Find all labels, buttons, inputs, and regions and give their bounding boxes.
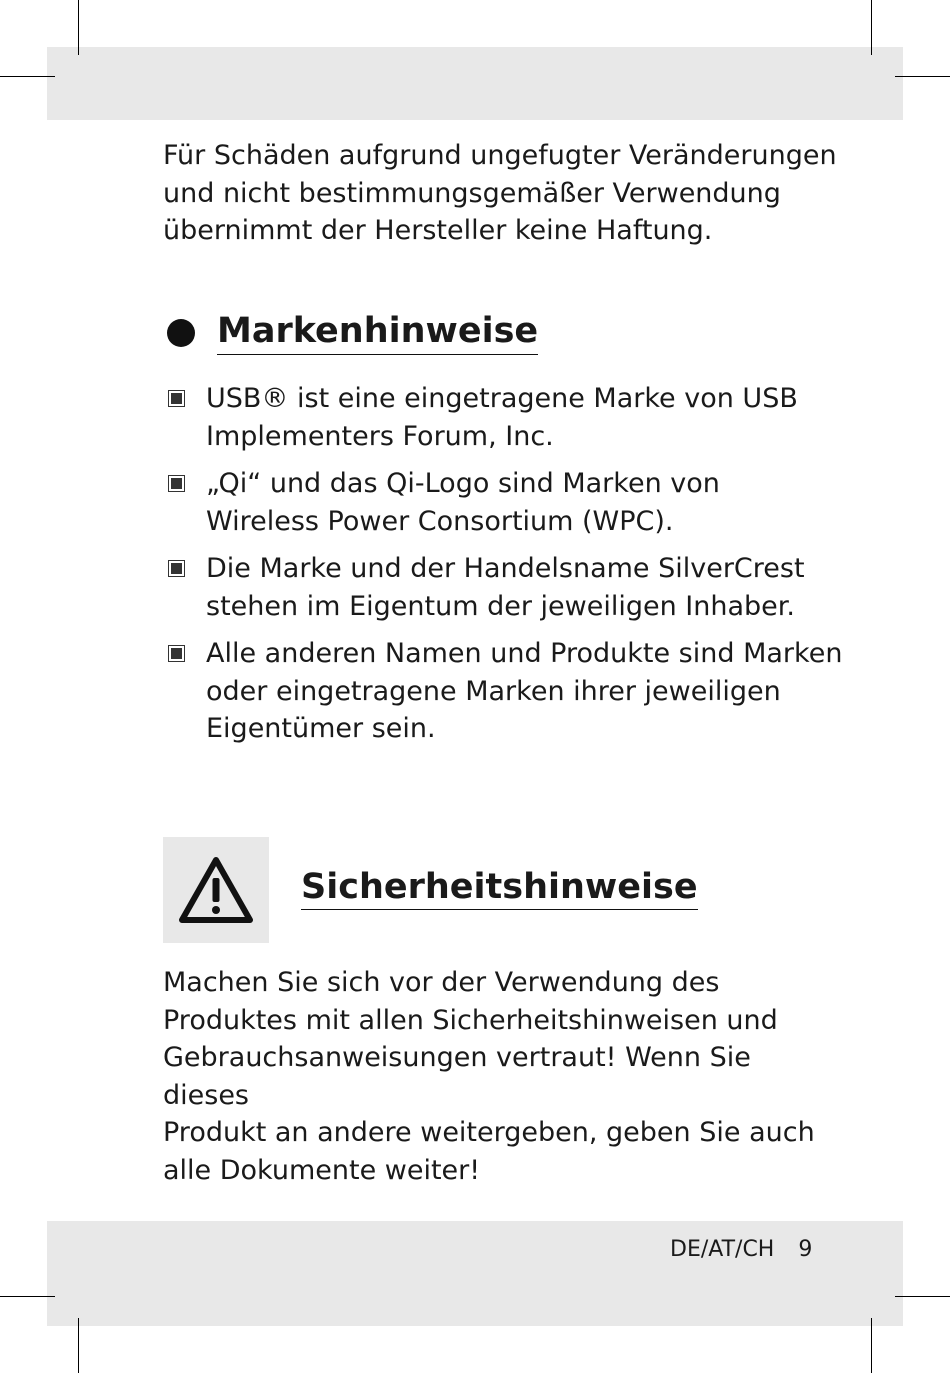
text-line: USB® ist eine eingetragene Marke von USB (206, 383, 798, 414)
text-line: stehen im Eigentum der jeweiligen Inhaber. (206, 590, 795, 622)
text-line: „Qi“ und das Qi-Logo sind Marken von (206, 468, 720, 499)
text-line: Die Marke und der Handelsname SilverCrest (206, 553, 805, 584)
text-line: oder eingetragene Marken ihrer jeweiligen (206, 675, 781, 707)
crop-mark (0, 1296, 55, 1297)
crop-mark (871, 0, 872, 55)
trademarks-title: Markenhinweise (217, 310, 538, 355)
safety-heading (301, 866, 698, 908)
warning-triangle-icon (176, 854, 256, 926)
square-bullet-icon (168, 560, 185, 577)
header-band (47, 47, 903, 120)
list-item (168, 465, 848, 540)
text-line: Alle anderen Namen und Produkte sind Marken (206, 638, 843, 669)
square-bullet-icon (168, 475, 185, 492)
crop-mark (78, 0, 79, 55)
text-line: Produkt an andere weitergeben, geben Sie auch (163, 1117, 815, 1148)
crop-mark (871, 1318, 872, 1373)
list-item (168, 550, 848, 625)
crop-mark (895, 1296, 950, 1297)
text-line: Für Schäden aufgrund ungefugter Veränderungen (163, 140, 837, 171)
region-label: DE/AT/CH (670, 1237, 775, 1262)
trademarks-heading (167, 310, 538, 355)
square-bullet-icon (168, 390, 185, 407)
crop-mark (78, 1318, 79, 1373)
text-line: und nicht bestimmungsgemäßer Verwendung (163, 177, 781, 209)
text-line: Eigentümer sein. (206, 713, 436, 744)
safety-paragraph (163, 964, 843, 1189)
crop-mark (0, 76, 55, 77)
text-line: Implementers Forum, Inc. (206, 420, 554, 452)
page-footer (670, 1236, 812, 1264)
page-number: 9 (798, 1237, 813, 1262)
text-line: Wireless Power Consortium (WPC). (206, 505, 674, 537)
square-bullet-icon (168, 645, 185, 662)
text-line: Produktes mit allen Sicherheitshinweisen und (163, 1004, 778, 1036)
text-line: Machen Sie sich vor der Verwendung des (163, 967, 720, 998)
warning-icon-box (163, 837, 269, 943)
safety-title: Sicherheitshinweise (301, 867, 698, 910)
text-line: alle Dokumente weiter! (163, 1154, 481, 1186)
trademarks-list (168, 380, 848, 758)
liability-paragraph (163, 137, 843, 250)
text-line: Gebrauchsanweisungen vertraut! Wenn Sie dieses (163, 1042, 751, 1111)
list-item (168, 635, 848, 748)
list-item (168, 380, 848, 455)
text-line: übernimmt der Hersteller keine Haftung. (163, 215, 713, 246)
crop-mark (895, 76, 950, 77)
bullet-dot-icon (167, 319, 195, 347)
